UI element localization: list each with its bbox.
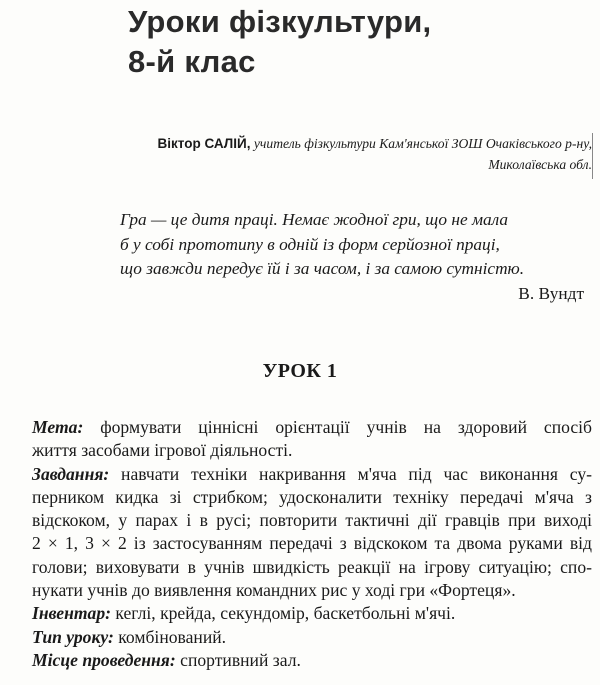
epigraph [120,208,592,306]
goal-line-1 [32,416,592,439]
goal-label: Мета: [32,417,84,437]
goal-line-2: життя засобами ігрової діяльності. [32,440,293,461]
tasks-line-3: відскоком, у парах і в русі; повторити тактичні дії гравців при виході [32,510,592,531]
lesson-type-text: комбінований. [113,626,227,647]
inventory-text: кеглі, крейда, секундомір, баскетбольні м'ячі. [110,603,456,624]
tasks-text-1: навчати техніки накривання м'яча під час виконання су- [109,463,592,484]
inventory-label: Інвентар: [32,603,111,624]
author-block [60,133,592,175]
lesson-heading: УРОК 1 [262,360,338,382]
tasks-line-1 [32,463,592,486]
lesson-type-label: Тип уроку: [32,626,114,647]
tasks-label: Завдання: [32,463,110,484]
goal-text-1: формувати ціннісні орієнтації учнів на здоровий спосіб [83,417,592,437]
place-line [32,649,592,672]
author-divider [592,133,593,179]
tasks-line-4: 2 × 1, 3 × 2 із застосуванням передачі з відскоком та двома руками від [32,533,592,554]
epigraph-line-1: Гра — це дитя праці. Немає жодної гри, що не мала [120,210,509,229]
epigraph-line-3: що завжди передує їй і за часом, і за самою сутністю. [120,259,525,278]
author-line-1 [60,133,592,154]
tasks-line-6: нукати учнів до виявлення командних рис у ході гри «Фортеця». [32,580,516,601]
epigraph-line-2: б у собі прототипу в одній із форм серйозної праці, [120,234,500,254]
article-title [128,2,588,82]
author-description: учитель фізкультури Кам'янської ЗОШ Очаківського р-ну, [250,136,592,151]
place-label: Місце проведення: [32,649,176,670]
tasks-line-5: голови; виховувати в учнів швидкість реакції на ігрову ситуацію; спо- [32,556,592,577]
author-region: Миколаївська обл. [488,157,592,172]
tasks-line-2: перником кидка зі стрибком; удосконалити техніку передачі м'яча з [32,486,592,507]
title-line-2: 8-й клас [128,44,256,79]
lesson-body [32,416,592,672]
author-name: Віктор САЛІЙ, [157,136,251,151]
epigraph-signature: В. Вундт [518,283,584,303]
lesson-type-line [32,626,592,649]
title-line-1: Уроки фізкультури, [128,4,432,39]
place-text: спортивний зал. [175,649,301,670]
inventory-line [32,602,592,625]
